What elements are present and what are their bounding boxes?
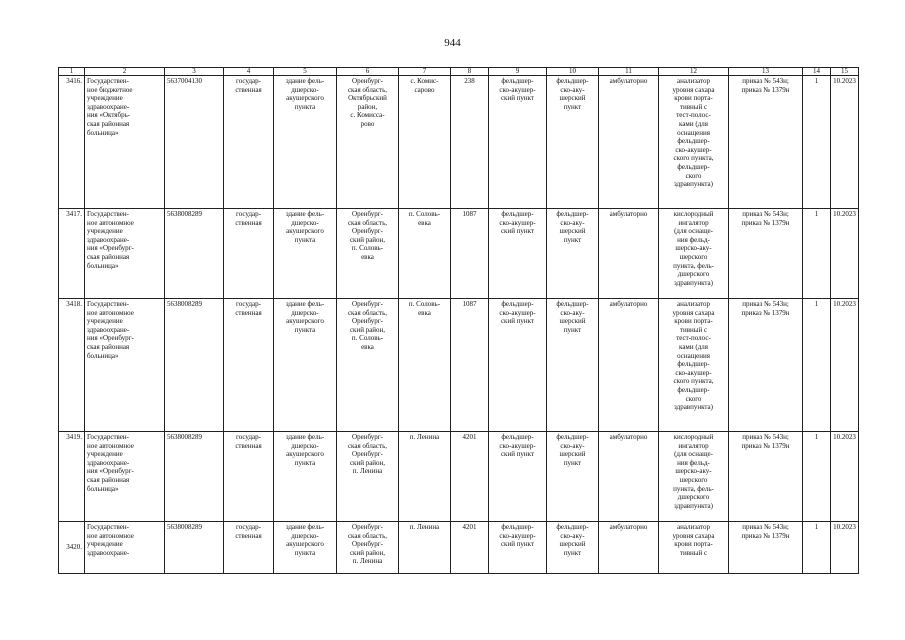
organization-cell: Государствен- ное автономное учреждение здравоохране- ния «Оренбург- ская районная больница» bbox=[85, 299, 165, 432]
order-cell: приказ № 543н; приказ № 1379н bbox=[729, 209, 803, 299]
inn-cell: 5638008289 bbox=[165, 299, 224, 432]
address-cell: Оренбург- ская область, Оренбург- ский район, п. Соловь- евка bbox=[337, 299, 399, 432]
inn-cell: 5638008289 bbox=[165, 209, 224, 299]
header-row bbox=[59, 68, 859, 76]
date-cell: 10.2023 bbox=[831, 432, 859, 522]
quantity-cell: 1 bbox=[803, 76, 831, 209]
population-cell: 238 bbox=[451, 76, 489, 209]
care-form-cell: амбулаторно bbox=[599, 522, 659, 574]
date-cell: 10.2023 bbox=[831, 522, 859, 574]
unit-type-cell: фельдшер- ско-акушер- ский пункт bbox=[489, 76, 547, 209]
quantity-cell: 1 bbox=[803, 299, 831, 432]
col-header: 5 bbox=[274, 68, 337, 76]
building-cell: здание фель- дшерско- акушерского пункта bbox=[274, 299, 337, 432]
equipment-cell: анализатор уровня сахара крови порта- тивный с тест-полос- ками (для оснащения фельдшер- ско-акушер- ского пункта, фельдшер- ского здравпункта) bbox=[659, 76, 729, 209]
organization-cell: Государствен- ное бюджетное учреждение здравоохране- ния «Октябрь- ская районная больница» bbox=[85, 76, 165, 209]
building-cell: здание фель- дшерско- акушерского пункта bbox=[274, 432, 337, 522]
organization-cell: Государствен- ное автономное учреждение здравоохране- bbox=[85, 522, 165, 574]
col-header: 11 bbox=[599, 68, 659, 76]
col-header: 4 bbox=[224, 68, 274, 76]
quantity-cell: 1 bbox=[803, 522, 831, 574]
care-form-cell: амбулаторно bbox=[599, 432, 659, 522]
equipment-cell: кислородный ингалятор (для оснаще- ния фельд- шерско-аку- шерского пункта, фель- дшерского здравпункта) bbox=[659, 209, 729, 299]
row-number: 3420. bbox=[59, 522, 85, 574]
quantity-cell: 1 bbox=[803, 209, 831, 299]
table-row bbox=[59, 209, 859, 299]
date-cell: 10.2023 bbox=[831, 299, 859, 432]
page-number: 944 bbox=[444, 37, 461, 49]
ownership-cell: государ- ственная bbox=[224, 76, 274, 209]
row-number: 3419. bbox=[59, 432, 85, 522]
inn-cell: 5638008289 bbox=[165, 522, 224, 574]
ownership-cell: государ- ственная bbox=[224, 209, 274, 299]
table-row bbox=[59, 432, 859, 522]
building-cell: здание фель- дшерско- акушерского пункта bbox=[274, 209, 337, 299]
table-row bbox=[59, 299, 859, 432]
population-cell: 4201 bbox=[451, 522, 489, 574]
unit-type-cell: фельдшер- ско-акушер- ский пункт bbox=[489, 522, 547, 574]
organization-cell: Государствен- ное автономное учреждение здравоохране- ния «Оренбург- ская районная больница» bbox=[85, 432, 165, 522]
col-header: 9 bbox=[489, 68, 547, 76]
unit-name-cell: фельдшер- ско-аку- шерский пункт bbox=[547, 522, 599, 574]
col-header: 2 bbox=[85, 68, 165, 76]
order-cell: приказ № 543н; приказ № 1379н bbox=[729, 432, 803, 522]
unit-type-cell: фельдшер- ско-акушер- ский пункт bbox=[489, 299, 547, 432]
col-header: 8 bbox=[451, 68, 489, 76]
col-header: 6 bbox=[337, 68, 399, 76]
col-header: 12 bbox=[659, 68, 729, 76]
col-header: 10 bbox=[547, 68, 599, 76]
table-row bbox=[59, 76, 859, 209]
date-cell: 10.2023 bbox=[831, 76, 859, 209]
col-header: 14 bbox=[803, 68, 831, 76]
population-cell: 1087 bbox=[451, 209, 489, 299]
ownership-cell: государ- ственная bbox=[224, 432, 274, 522]
quantity-cell: 1 bbox=[803, 432, 831, 522]
address-cell: Оренбург- ская область, Оренбург- ский район, п. Ленина bbox=[337, 432, 399, 522]
row-number: 3416. bbox=[59, 76, 85, 209]
address-cell: Оренбург- ская область, Октябрьский район, с. Комисса- рово bbox=[337, 76, 399, 209]
col-header: 3 bbox=[165, 68, 224, 76]
settlement-cell: п. Ленина bbox=[399, 522, 451, 574]
address-cell: Оренбург- ская область, Оренбург- ский район, п. Ленина bbox=[337, 522, 399, 574]
inn-cell: 5637004130 bbox=[165, 76, 224, 209]
address-cell: Оренбург- ская область, Оренбург- ский район, п. Соловь- евка bbox=[337, 209, 399, 299]
col-header: 15 bbox=[831, 68, 859, 76]
population-cell: 1087 bbox=[451, 299, 489, 432]
care-form-cell: амбулаторно bbox=[599, 299, 659, 432]
order-cell: приказ № 543н; приказ № 1379н bbox=[729, 299, 803, 432]
ownership-cell: государ- ственная bbox=[224, 299, 274, 432]
organization-cell: Государствен- ное автономное учреждение здравоохране- ния «Оренбург- ская районная больница» bbox=[85, 209, 165, 299]
settlement-cell: п. Ленина bbox=[399, 432, 451, 522]
equipment-cell: анализатор уровня сахара крови порта- тивный с bbox=[659, 522, 729, 574]
equipment-cell: кислородный ингалятор (для оснаще- ния фельд- шерско-аку- шерского пункта, фель- дшерского здравпункта) bbox=[659, 432, 729, 522]
row-number: 3417. bbox=[59, 209, 85, 299]
unit-name-cell: фельдшер- ско-аку- шерский пункт bbox=[547, 76, 599, 209]
order-cell: приказ № 543н; приказ № 1379н bbox=[729, 522, 803, 574]
order-cell: приказ № 543н; приказ № 1379н bbox=[729, 76, 803, 209]
building-cell: здание фель- дшерско- акушерского пункта bbox=[274, 76, 337, 209]
care-form-cell: амбулаторно bbox=[599, 76, 659, 209]
care-form-cell: амбулаторно bbox=[599, 209, 659, 299]
col-header: 1 bbox=[59, 68, 85, 76]
unit-type-cell: фельдшер- ско-акушер- ский пункт bbox=[489, 209, 547, 299]
building-cell: здание фель- дшерско- акушерского пункта bbox=[274, 522, 337, 574]
equipment-cell: анализатор уровня сахара крови порта- тивный с тест-полос- ками (для оснащения фельдшер- ско-акушер- ского пункта, фельдшер- ского здравпункта) bbox=[659, 299, 729, 432]
unit-type-cell: фельдшер- ско-акушер- ский пункт bbox=[489, 432, 547, 522]
settlement-cell: с. Комис- сарово bbox=[399, 76, 451, 209]
settlement-cell: п. Соловь- евка bbox=[399, 209, 451, 299]
col-header: 7 bbox=[399, 68, 451, 76]
table-row bbox=[59, 522, 859, 574]
inn-cell: 5638008289 bbox=[165, 432, 224, 522]
equipment-table bbox=[58, 67, 859, 574]
date-cell: 10.2023 bbox=[831, 209, 859, 299]
unit-name-cell: фельдшер- ско-аку- шерский пункт bbox=[547, 299, 599, 432]
unit-name-cell: фельдшер- ско-аку- шерский пункт bbox=[547, 209, 599, 299]
unit-name-cell: фельдшер- ско-аку- шерский пункт bbox=[547, 432, 599, 522]
row-number: 3418. bbox=[59, 299, 85, 432]
settlement-cell: п. Соловь- евка bbox=[399, 299, 451, 432]
ownership-cell: государ- ственная bbox=[224, 522, 274, 574]
col-header: 13 bbox=[729, 68, 803, 76]
population-cell: 4201 bbox=[451, 432, 489, 522]
